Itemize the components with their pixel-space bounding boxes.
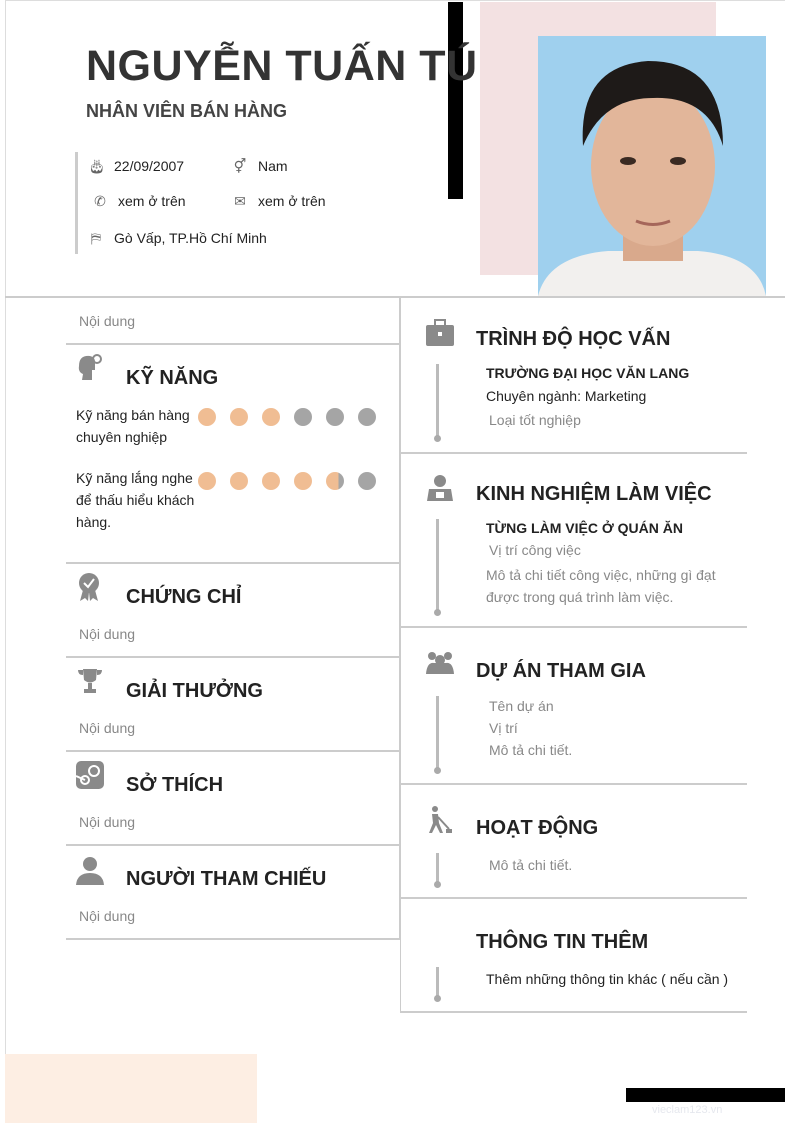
awards-content: Nội dung <box>79 720 136 736</box>
decor-black-strip <box>626 1088 785 1102</box>
divider <box>66 562 400 564</box>
certificates-title: CHỨNG CHỈ <box>126 586 242 608</box>
skill-1-label: Kỹ năng bán hàng chuyên nghiệp <box>76 407 190 445</box>
watermark: vieclam123.vn <box>652 1104 723 1116</box>
divider <box>66 938 400 940</box>
activities-title: HOẠT ĐỘNG <box>476 817 599 839</box>
gender: Nam <box>258 158 288 174</box>
divider <box>400 626 747 628</box>
projects-title: DỰ ÁN THAM GIA <box>476 660 646 682</box>
divider <box>400 783 747 785</box>
rating-dot <box>326 472 344 490</box>
divider <box>400 452 747 454</box>
skill-2-label: Kỹ năng lắng nghe để thấu hiểu khách hàng. <box>76 470 195 530</box>
phone: xem ở trên <box>118 193 186 209</box>
education-title: TRÌNH ĐỘ HỌC VẤN <box>476 328 671 350</box>
extra-info-title: THÔNG TIN THÊM <box>476 931 649 953</box>
timeline-line <box>436 364 439 436</box>
rating-dot <box>358 472 376 490</box>
timeline-line <box>436 696 439 770</box>
extra-info-description: Thêm những thông tin khác ( nếu cần ) <box>486 971 729 987</box>
rating-dot <box>230 408 248 426</box>
rating-dot <box>262 408 280 426</box>
rating-dot <box>294 408 312 426</box>
address-row <box>88 230 267 246</box>
email: xem ở trên <box>258 193 326 209</box>
worker-icon <box>425 473 455 503</box>
hobbies-content: Nội dung <box>79 814 136 830</box>
candidate-name: NGUYỄN TUẤN TÚ <box>86 42 478 90</box>
job-description: Mô tả chi tiết công việc, những gì đạt được trong quá trình làm việc. <box>486 567 716 605</box>
skill-2-rating <box>198 472 388 492</box>
project-description: Mô tả chi tiết. <box>489 742 573 758</box>
major: Chuyên ngành: Marketing <box>486 388 647 404</box>
skills-title: KỸ NĂNG <box>126 367 219 389</box>
divider <box>66 844 400 846</box>
birthday: 22/09/2007 <box>114 158 185 174</box>
project-role: Vị trí <box>489 720 518 736</box>
phone-icon: ✆ <box>94 193 106 209</box>
map-icon: ⛿ <box>90 230 102 246</box>
candidate-position: NHÂN VIÊN BÁN HÀNG <box>86 101 288 121</box>
rating-dot <box>230 472 248 490</box>
head-lightbulb-icon <box>75 352 105 382</box>
timeline-dot <box>434 995 441 1002</box>
address: Gò Vấp, TP.Hồ Chí Minh <box>114 230 267 246</box>
person-icon <box>75 855 105 885</box>
graduation-grade: Loại tốt nghiệp <box>489 412 581 428</box>
rating-dot <box>198 408 216 426</box>
timeline-line <box>436 519 439 611</box>
timeline-line <box>436 853 439 884</box>
phone-row <box>92 193 186 209</box>
header-divider <box>5 296 785 298</box>
certificates-content: Nội dung <box>79 626 136 642</box>
profile-photo <box>538 36 766 296</box>
steam-icon <box>75 760 105 790</box>
job-role: Vị trí công việc <box>489 542 581 558</box>
intro-content: Nội dung <box>79 313 136 329</box>
awards-title: GIẢI THƯỞNG <box>126 680 263 702</box>
divider <box>66 343 400 345</box>
rating-dot <box>326 408 344 426</box>
timeline-dot <box>434 767 441 774</box>
skill-1-rating <box>198 408 388 428</box>
timeline-line <box>436 967 439 998</box>
trophy-icon <box>75 666 105 696</box>
activities-description: Mô tả chi tiết. <box>489 857 573 873</box>
column-divider <box>400 898 401 1012</box>
rating-dot <box>198 472 216 490</box>
rating-dot <box>294 472 312 490</box>
team-icon <box>425 648 455 678</box>
decor-peach-block <box>5 1054 257 1123</box>
timeline-dot <box>434 881 441 888</box>
timeline-dot <box>434 609 441 616</box>
divider <box>400 1011 747 1013</box>
decor-black-bar <box>448 2 463 199</box>
divider <box>400 897 747 899</box>
briefcase-icon <box>425 318 455 348</box>
hobbies-title: SỞ THÍCH <box>126 774 224 796</box>
gender-icon: ⚥ <box>233 158 247 174</box>
company-name: TỪNG LÀM VIỆC Ở QUÁN ĂN <box>486 520 683 536</box>
cake-icon: 🎂︎ <box>88 158 106 174</box>
birthday-row <box>88 158 184 174</box>
timeline-dot <box>434 435 441 442</box>
rating-dot <box>358 408 376 426</box>
rating-dot <box>262 472 280 490</box>
experience-title: KINH NGHIỆM LÀM VIỆC <box>476 483 712 505</box>
divider <box>66 750 400 752</box>
envelope-icon: ✉ <box>234 193 246 209</box>
project-name: Tên dự án <box>489 698 554 714</box>
school-name: TRƯỜNG ĐẠI HỌC VĂN LANG <box>486 365 690 381</box>
volunteer-icon <box>425 805 455 835</box>
divider <box>66 656 400 658</box>
gender-row <box>232 158 288 174</box>
email-row <box>232 193 326 209</box>
info-border <box>75 152 78 254</box>
certificate-icon <box>75 572 105 602</box>
references-title: NGƯỜI THAM CHIẾU <box>126 868 327 890</box>
references-content: Nội dung <box>79 908 136 924</box>
